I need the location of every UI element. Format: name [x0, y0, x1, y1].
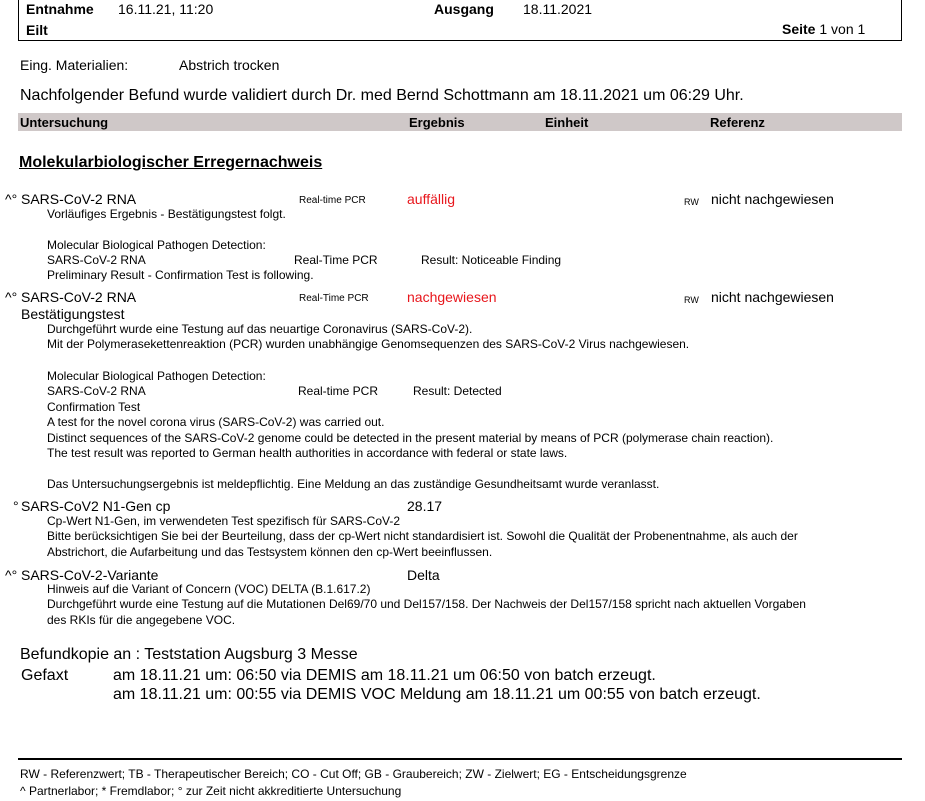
- seite-label: Seite: [782, 21, 816, 37]
- result-2-en-result: Result: Detected: [413, 384, 502, 398]
- result-2-en-line: The test result was reported to German health authorities in accordance with federal or state laws.: [47, 445, 568, 460]
- result-1-value: auffällig: [407, 191, 456, 207]
- result-2-en-name: SARS-CoV-2 RNA: [47, 384, 146, 398]
- result-2-en-method: Real-time PCR: [298, 384, 379, 398]
- gefaxt-entry: am 18.11.21 um: 00:55 via DEMIS VOC Meldung am 18.11.21 um 00:55 von batch erzeugt.: [113, 686, 761, 703]
- result-2-name: SARS-CoV-2 RNA: [21, 289, 137, 305]
- result-2-en-line: A test for the novel corona virus (SARS-CoV-2) was carried out.: [47, 415, 385, 430]
- footer-divider: [18, 758, 902, 760]
- entnahme-label: Entnahme: [26, 1, 94, 17]
- result-1-reference: nicht nachgewiesen: [711, 191, 834, 207]
- column-header-bar: [18, 113, 902, 131]
- result-2-method: Real-Time PCR: [299, 293, 369, 304]
- result-2-reporting-note: Das Untersuchungsergebnis ist meldepflichtig. Eine Meldung an das zuständige Gesundheitsamt wurde veranlasst.: [47, 477, 660, 491]
- gefaxt-label: Gefaxt: [21, 667, 69, 684]
- result-2-en-description: [47, 400, 773, 461]
- result-4-line: Durchgeführt wurde eine Testung auf die Mutationen Del69/70 und Del157/158. Der Nachweis der Del157/158 spricht nach aktuellen Vorgaben: [47, 597, 806, 612]
- result-1-note: Vorläufiges Ergebnis - Bestätigungstest folgt.: [47, 207, 286, 221]
- col-referenz: Referenz: [710, 115, 765, 130]
- result-1-en-title: Molecular Biological Pathogen Detection:: [47, 238, 266, 252]
- result-3-marker: °: [13, 498, 19, 514]
- result-1-ref-tag: RW: [684, 197, 699, 207]
- result-2-reference: nicht nachgewiesen: [711, 289, 834, 305]
- seite-value: 1 von 1: [819, 21, 866, 37]
- result-1-en-note: Preliminary Result - Confirmation Test is following.: [47, 268, 314, 282]
- result-2-description: [47, 322, 689, 353]
- section-title: Molekularbiologischer Erregernachweis: [19, 154, 323, 171]
- result-2-en-title: Molecular Biological Pathogen Detection:: [47, 369, 266, 383]
- result-3-description: [47, 514, 798, 560]
- entnahme-value: 16.11.21, 11:20: [118, 1, 214, 17]
- result-2-line: Durchgeführt wurde eine Testung auf das neuartige Coronavirus (SARS-CoV-2).: [47, 322, 473, 336]
- result-4-description: [47, 582, 806, 628]
- result-1-en-name: SARS-CoV-2 RNA: [47, 253, 146, 267]
- result-2-en-line: Confirmation Test: [47, 400, 141, 414]
- result-2-line: Mit der Polymerasekettenreaktion (PCR) wurden unabhängige Genomsequenzen des SARS-CoV-2 Virus nachgewiesen.: [47, 337, 690, 352]
- materials-label: Eing. Materialien:: [20, 57, 129, 73]
- result-2-marker: ^°: [5, 289, 18, 305]
- result-3-line: Bitte berücksichtigen Sie bei der Beurteilung, dass der cp-Wert nicht standardisiert ist. Sowohl die Qualität der Probenentnahme, als auch der: [47, 529, 798, 544]
- result-2-ref-tag: RW: [684, 295, 699, 305]
- footer-legend: RW - Referenzwert; TB - Therapeutischer Bereich; CO - Cut Off; GB - Graubereich; ZW - Zielwert; EG - Entscheidungsgrenze: [20, 767, 687, 781]
- footer-marker-legend: ^ Partnerlabor; * Fremdlabor; ° zur Zeit nicht akkreditierte Untersuchung: [20, 784, 402, 798]
- col-ergebnis: Ergebnis: [409, 115, 465, 130]
- result-1-marker: ^°: [5, 191, 18, 207]
- ausgang-value: 18.11.2021: [523, 1, 593, 17]
- result-4-line: Hinweis auf die Variant of Concern (VOC) DELTA (B.1.617.2): [47, 582, 371, 596]
- result-2-en-line: Distinct sequences of the SARS-CoV-2 genome could be detected in the present material by means of PCR (polymerase chain reaction).: [47, 430, 774, 445]
- result-2-subtitle: Bestätigungstest: [21, 306, 125, 322]
- materials-value: Abstrich trocken: [179, 57, 280, 73]
- eilt-flag: Eilt: [26, 22, 48, 38]
- page-indicator: [782, 21, 865, 37]
- col-untersuchung: Untersuchung: [20, 115, 109, 130]
- result-1-en-result: Result: Noticeable Finding: [421, 253, 562, 267]
- befundkopie-recipient: Befundkopie an : Teststation Augsburg 3 Messe: [20, 646, 358, 663]
- result-4-marker: ^°: [5, 567, 18, 583]
- result-4-name: SARS-CoV-2-Variante: [21, 567, 159, 583]
- result-1-method: Real-time PCR: [299, 195, 366, 206]
- ausgang-label: Ausgang: [434, 1, 494, 17]
- result-3-name: SARS-CoV2 N1-Gen cp: [21, 498, 171, 514]
- result-3-line: Cp-Wert N1-Gen, im verwendeten Test spezifisch für SARS-CoV-2: [47, 514, 401, 528]
- result-3-value: 28.17: [407, 498, 443, 514]
- result-3-line: Abstrichort, die Aufarbeitung und das Testsystem können den cp-Wert beeinflussen.: [47, 544, 493, 559]
- result-4-line: des RKIs für die angegebene VOC.: [47, 612, 236, 627]
- gefaxt-entry: am 18.11.21 um: 06:50 via DEMIS am 18.11.21 um 06:50 von batch erzeugt.: [113, 667, 656, 684]
- result-1-name: SARS-CoV-2 RNA: [21, 191, 137, 207]
- result-2-value: nachgewiesen: [407, 289, 497, 305]
- col-einheit: Einheit: [545, 115, 589, 130]
- result-1-en-method: Real-Time PCR: [294, 253, 378, 267]
- validation-statement: Nachfolgender Befund wurde validiert durch Dr. med Bernd Schottmann am 18.11.2021 um 06:29 Uhr.: [20, 87, 744, 104]
- result-4-value: Delta: [407, 567, 440, 583]
